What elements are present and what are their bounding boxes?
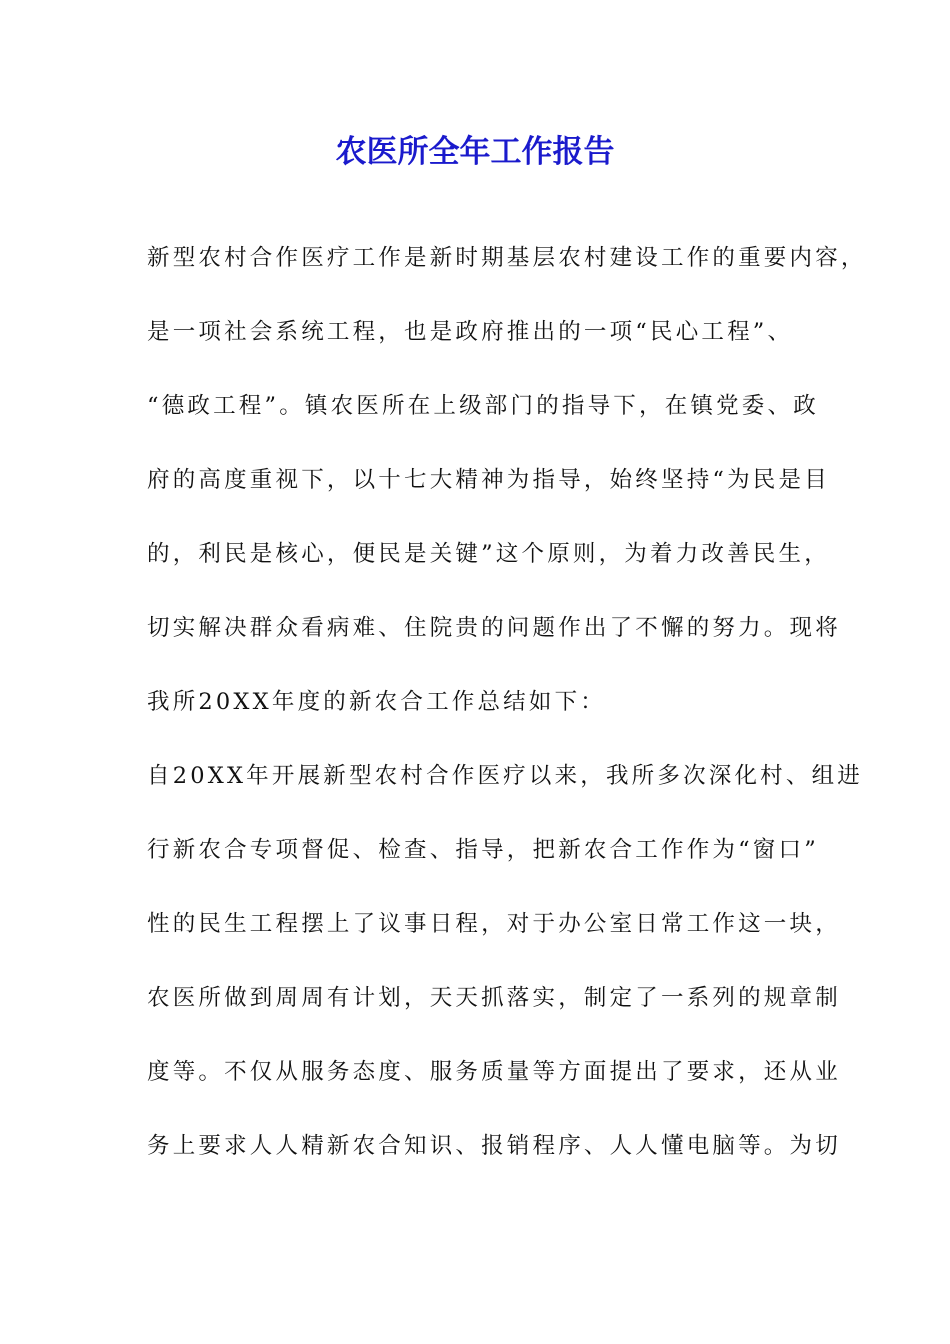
body-line-2: 是一项社会系统工程，也是政府推出的一项“民心工程”、 (147, 319, 794, 345)
body-line-4: 府的高度重视下，以十七大精神为指导，始终坚持“为民是目 (147, 467, 830, 493)
body-line-8: 自20XX年开展新型农村合作医疗以来，我所多次深化村、组进 (147, 763, 863, 789)
body-line-9: 行新农合专项督促、检查、指导，把新农合工作作为“窗口” (147, 837, 819, 863)
body-line-3: “德政工程”。镇农医所在上级部门的指导下，在镇党委、政 (147, 393, 819, 419)
body-line-5: 的，利民是核心，便民是关键”这个原则，为着力改善民生， (147, 541, 830, 567)
body-line-13: 务上要求人人精新农合知识、报销程序、人人懂电脑等。为切 (147, 1133, 841, 1159)
document-title: 农医所全年工作报告 (335, 134, 615, 170)
document-body (147, 238, 867, 1200)
body-line-6: 切实解决群众看病难、住院贵的问题作出了不懈的努力。现将 (147, 615, 841, 641)
body-line-1: 新型农村合作医疗工作是新时期基层农村建设工作的重要内容， (147, 245, 867, 271)
body-line-11: 农医所做到周周有计划，天天抓落实，制定了一系列的规章制 (147, 985, 841, 1011)
body-line-10: 性的民生工程摆上了议事日程，对于办公室日常工作这一块， (147, 911, 841, 937)
body-line-12: 度等。不仅从服务态度、服务质量等方面提出了要求，还从业 (147, 1059, 841, 1085)
body-line-7: 我所20XX年度的新农合工作总结如下： (147, 689, 606, 715)
